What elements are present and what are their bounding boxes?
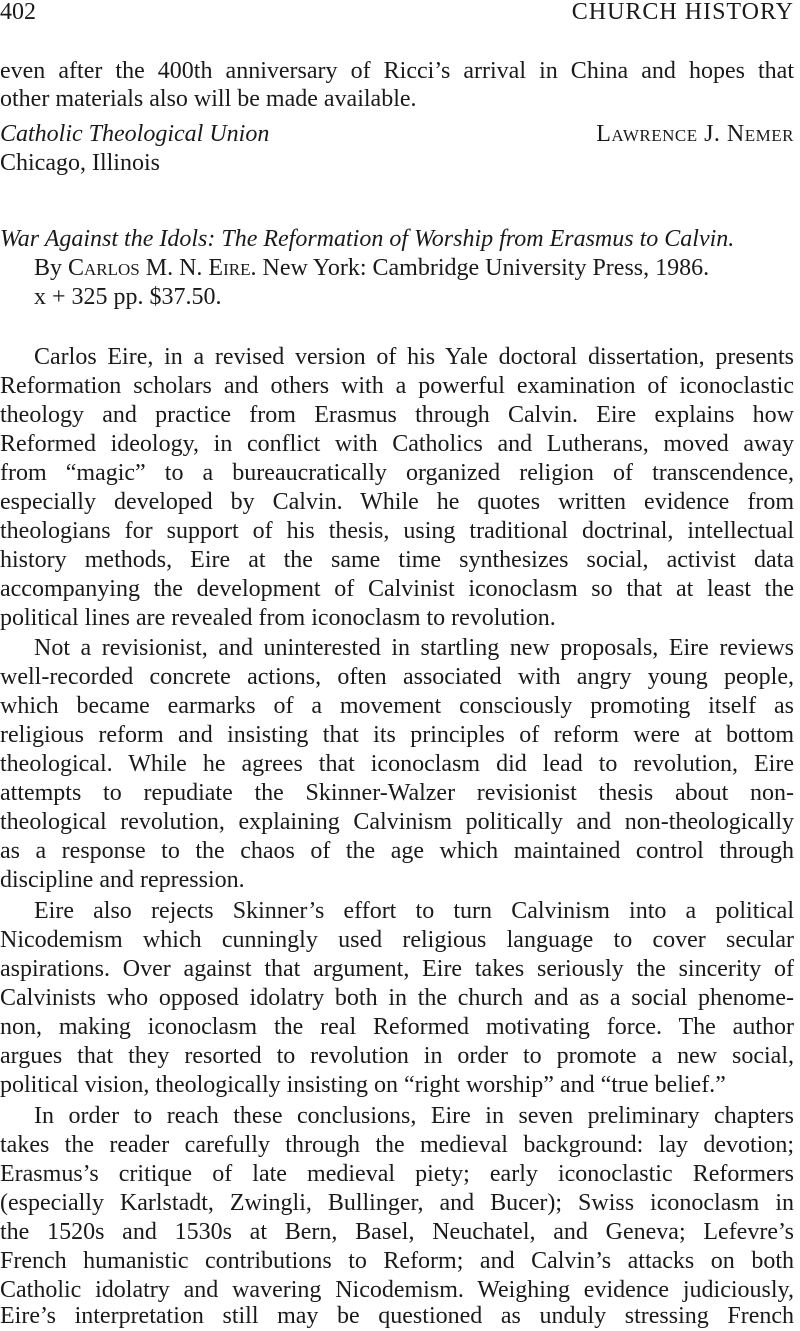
- paragraph-4-line: the 1520s and 1530s at Bern, Basel, Neuchatel, and Geneva; Lefevre’s: [0, 1219, 794, 1245]
- paragraph-1-line: political lines are revealed from iconoclasm to revolution.: [0, 605, 556, 631]
- book-title: War Against the Idols: The Reformation of Worship from Erasmus to Calvin.: [0, 226, 735, 252]
- paragraph-1-line: Reformed ideology, in conflict with Catholics and Lutherans, moved away: [0, 431, 794, 457]
- paragraph-1-line: accompanying the development of Calvinist iconoclasm so that at least the: [0, 576, 794, 602]
- paragraph-2-line: discipline and repression.: [0, 867, 245, 893]
- page-number: 402: [0, 0, 36, 25]
- paragraph-2-line: well-recorded concrete actions, often associated with angry young people,: [0, 664, 794, 690]
- reviewer-name: Lawrence J. Nemer: [596, 121, 794, 147]
- paragraph-4-line: Erasmus’s critique of late medieval piety; early iconoclastic Reformers: [0, 1161, 794, 1187]
- paragraph-1-line: theologians for support of his thesis, using traditional doctrinal, intellectual: [0, 518, 794, 544]
- paragraph-2-line: attempts to repudiate the Skinner-Walzer revisionist thesis about non-: [0, 780, 794, 806]
- paragraph-3-line: argues that they resorted to revolution in order to promote a new social,: [0, 1043, 794, 1069]
- paragraph-2-line: religious reform and insisting that its principles of reform were at bottom: [0, 722, 794, 748]
- running-head: [0, 0, 794, 30]
- paragraph-3-line: Calvinists who opposed idolatry both in the church and as a social phenome-: [0, 985, 794, 1011]
- paragraph-3-line: political vision, theologically insisting on “right worship” and “true belief.”: [0, 1072, 726, 1098]
- book-author: Carlos M. N. Eire: [68, 255, 251, 281]
- paragraph-3-line: Nicodemism which cunningly used religious language to cover secular: [0, 927, 794, 953]
- signature-row: [0, 119, 794, 149]
- paragraph-2-line: which became earmarks of a movement consciously promoting itself as: [0, 693, 794, 719]
- paragraph-2-line: theological revolution, explaining Calvinism politically and non-theologically: [0, 809, 794, 835]
- paragraph-1-line: theology and practice from Erasmus through Calvin. Eire explains how: [0, 402, 794, 428]
- body-line: even after the 400th anniversary of Ricci’s arrival in China and hopes that: [0, 58, 794, 84]
- body-line: other materials also will be made available.: [0, 86, 417, 112]
- reviewer-affiliation: Catholic Theological Union: [0, 121, 270, 147]
- paragraph-1-line: Carlos Eire, in a revised version of his Yale doctoral dissertation, presents: [34, 344, 794, 370]
- paragraph-1-line: Reformation scholars and others with a powerful examination of iconoclastic: [0, 373, 794, 399]
- byline-prefix: By: [34, 255, 69, 281]
- journal-title: CHURCH HISTORY: [571, 0, 794, 25]
- paragraph-4-line: French humanistic contributions to Reform; and Calvin’s attacks on both: [0, 1248, 794, 1274]
- paragraph-2-line: Not a revisionist, and uninterested in startling new proposals, Eire reviews: [34, 635, 794, 661]
- paragraph-3-line: Eire also rejects Skinner’s effort to turn Calvinism into a political: [34, 898, 794, 924]
- paragraph-4-line: In order to reach these conclusions, Eire in seven preliminary chapters: [34, 1103, 794, 1129]
- book-pages-price: x + 325 pp. $37.50.: [34, 284, 222, 310]
- paragraph-2-line: theological. While he agrees that iconoclasm did lead to revolution, Eire: [0, 751, 794, 777]
- book-byline: [34, 253, 794, 283]
- paragraph-3-line: aspirations. Over against that argument, Eire takes seriously the sincerity of: [0, 956, 794, 982]
- paragraph-3-line: non, making iconoclasm the real Reformed motivating force. The author: [0, 1014, 794, 1040]
- reviewer-location: Chicago, Illinois: [0, 150, 160, 176]
- paragraph-4-line: takes the reader carefully through the medieval background: lay devotion;: [0, 1132, 794, 1158]
- paragraph-1-line: from “magic” to a bureaucratically organized religion of transcendence,: [0, 460, 794, 486]
- paragraph-4-line: Eire’s interpretation still may be questioned as unduly stressing French: [0, 1303, 794, 1329]
- paragraph-1-line: history methods, Eire at the same time synthesizes social, activist data: [0, 547, 794, 573]
- publisher-info: . New York: Cambridge University Press, 1986.: [250, 255, 710, 281]
- paragraph-2-line: as a response to the chaos of the age which maintained control through: [0, 838, 794, 864]
- paragraph-4-line: Catholic idolatry and wavering Nicodemism. Weighing evidence judiciously,: [0, 1277, 794, 1303]
- paragraph-1-line: especially developed by Calvin. While he quotes written evidence from: [0, 489, 794, 515]
- paragraph-4-line: (especially Karlstadt, Zwingli, Bullinger, and Bucer); Swiss iconoclasm in: [0, 1190, 794, 1216]
